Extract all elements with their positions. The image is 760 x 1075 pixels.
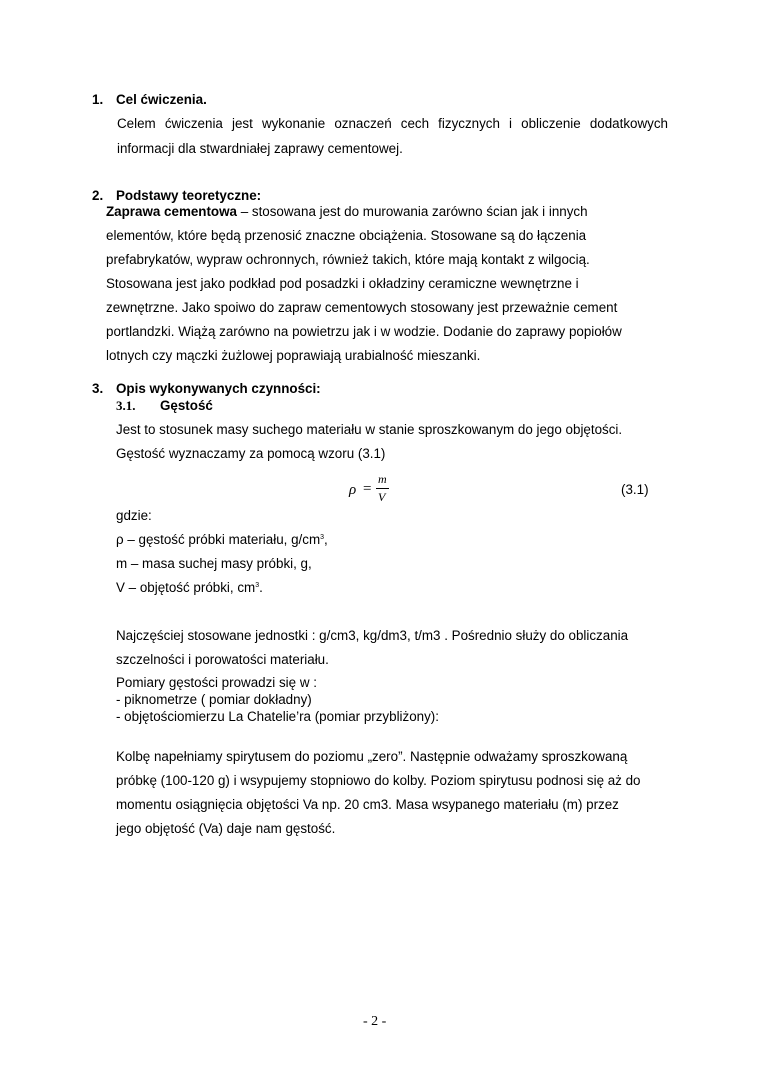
density-intro-line-2: Gęstość wyznaczamy za pomocą wzoru (3.1) (116, 446, 386, 461)
method-pycnometer: - piknometrze ( pomiar dokładny) (116, 692, 312, 707)
section-2-line-1 (106, 204, 588, 219)
procedure-line-1: Kolbę napełniamy spirytusem do poziomu „zero”. Następnie odważamy sproszkowaną (116, 749, 628, 764)
procedure-line-4: jego objętość (Va) daje nam gęstość. (116, 821, 336, 836)
density-intro-line-1: Jest to stosunek masy suchego materiału w stanie sproszkowanym do jego objętości. (116, 422, 623, 437)
method-le-chatelier: - objętościomierzu La Chatelie’ra (pomiar przybliżony): (116, 709, 439, 724)
formula-numerator: m (378, 472, 387, 486)
page-number: - 2 - (363, 1014, 387, 1029)
section-1-title: Cel ćwiczenia. (116, 92, 207, 107)
definition-rho-text: ρ – gęstość próbki materiału, g/cm (116, 532, 321, 547)
section-1-number: 1. (92, 92, 104, 107)
subsection-3-1-title: Gęstość (160, 398, 213, 413)
definition-rho-superscript: 3 (320, 534, 325, 541)
section-1-line-2: informacji dla stwardniałej zaprawy cementowej. (117, 141, 403, 156)
units-line-1: Najczęściej stosowane jednostki : g/cm3, kg/dm3, t/m3 . Pośrednio służy do obliczania (116, 628, 629, 643)
section-2-line-5: zewnętrzne. Jako spoiwo do zapraw cementowych stosowany jest przeważnie cement (106, 300, 618, 315)
section-2-number: 2. (92, 188, 104, 203)
section-2-line-6: portlandzki. Wiążą zarówno na powietrzu jak i w wodzie. Dodanie do zaprawy popiołów (106, 324, 622, 339)
section-1-line-1: Celem ćwiczenia jest wykonanie oznaczeń cech fizycznych i obliczenie dodatkowych (117, 116, 668, 131)
section-2-line-3: prefabrykatów, wypraw ochronnych, również takich, które mają kontakt z wilgocią. (106, 252, 590, 267)
term-zaprawa-cementowa: Zaprawa cementowa (106, 204, 237, 219)
section-2-line-2: elementów, które będą przenosić znaczne obciążenia. Stosowane są do łączenia (106, 228, 587, 243)
procedure-line-2: próbkę (100-120 g) i wsypujemy stopniowo do kolby. Poziom spirytusu podnosi się aż do (116, 773, 641, 788)
definition-v-end: . (259, 580, 263, 595)
formula-label: (3.1) (621, 482, 649, 497)
definition-v-superscript: 3 (255, 582, 260, 589)
section-2-line-4: Stosowana jest jako podkład pod posadzki i okładziny ceramiczne wewnętrzne i (106, 276, 579, 291)
formula-fraction-bar (376, 488, 389, 489)
subsection-3-1-number: 3.1. (116, 398, 136, 413)
definition-m: m – masa suchej masy próbki, g, (116, 556, 312, 571)
section-3-number: 3. (92, 381, 104, 396)
section-3-title: Opis wykonywanych czynności: (116, 381, 321, 396)
density-formula (349, 472, 409, 506)
section-2-line-1-rest: – stosowana jest do murowania zarówno ścian jak i innych (236, 204, 588, 219)
where-label: gdzie: (116, 508, 152, 523)
formula-denominator: V (378, 490, 386, 504)
formula-rho: ρ (349, 482, 357, 498)
definition-v-text: V – objętość próbki, cm (116, 580, 256, 595)
section-2-line-7: lotnych czy mączki żużlowej poprawiają urabialność mieszanki. (106, 348, 481, 363)
formula-equals: = (363, 481, 372, 497)
units-line-2: szczelności i porowatości materiału. (116, 652, 329, 667)
definition-rho-end: , (324, 532, 328, 547)
definition-rho (116, 532, 328, 547)
definition-v (116, 580, 263, 595)
procedure-line-3: momentu osiągnięcia objętości Va np. 20 cm3. Masa wsypanego materiału (m) przez (116, 797, 619, 812)
methods-intro: Pomiary gęstości prowadzi się w : (116, 675, 317, 690)
section-2-title: Podstawy teoretyczne: (116, 188, 262, 203)
